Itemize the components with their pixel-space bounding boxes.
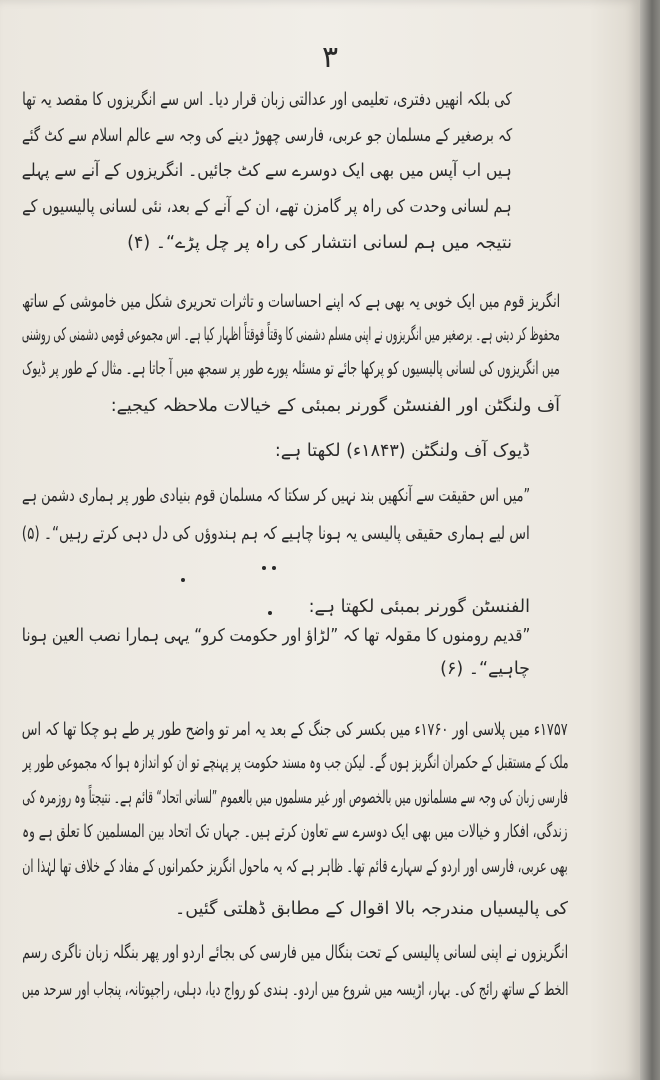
line: اس لیے ہماری حقیقی پالیسی یہ ہونا چاہیے کہ ہم ہندوؤں کی دل دہی کرتے رہیں“۔ (۵) bbox=[22, 524, 531, 544]
line: میں انگریزوں کی لسانی پالیسیوں کو پرکھا جائے تو مسئلہ پورے طور پر سمجھ میں آ جاتا ہے۔ مثال کے طور پر ڈیوک bbox=[22, 359, 560, 379]
line: انگریزوں نے اپنی لسانی پالیسی کے تحت بنگال میں فارسی کی بجائے اردو اور پھر بنگلہ زبان ناگری رسم bbox=[21, 943, 568, 963]
line: ڈیوک آف ولنگٹن (۱۸۴۳ء) لکھتا ہے: bbox=[274, 441, 530, 461]
line: ۱۷۵۷ء میں پلاسی اور ۱۷۶۰ء میں بکسر کی جنگ کے بعد یہ امر تو واضح طور پر طے ہو چکا تھا کہ اس bbox=[22, 720, 568, 740]
line: زندگی، افکار و خیالات میں بھی ایک دوسرے سے تعاون کرتے ہیں۔ جہاں تک اتحاد بین المسلمین کا تعلق ہے وہ bbox=[22, 822, 568, 842]
line: کی پالیسیاں مندرجہ بالا اقوال کے مطابق ڈھلتی گئیں۔ bbox=[175, 899, 568, 919]
line: الفنسٹن گورنر بمبئی لکھتا ہے: bbox=[308, 597, 530, 617]
line: ”میں اس حقیقت سے آنکھیں بند نہیں کر سکتا کہ مسلمان قوم بنیادی طور پر ہماری دشمن ہے bbox=[21, 486, 530, 506]
line: انگریز قوم میں ایک خوبی یہ بھی ہے کہ اپنے احساسات و تاثرات تحریری شکل میں خاموشی کے ساتھ bbox=[21, 292, 560, 312]
line: آف ولنگٹن اور الفنسٹن گورنر بمبئی کے خیالات ملاحظہ کیجیے: bbox=[110, 396, 560, 416]
line: الخط کے ساتھ رائج کی۔ بہار، اڑیسہ میں شروع میں اردو۔ ہندی کو رواج دیا، دہلی، راجپوتانہ، پنجاب اور سرحد میں bbox=[21, 980, 568, 1000]
dot-mark bbox=[272, 566, 276, 570]
line: چاہیے“۔ (۶) bbox=[440, 659, 530, 679]
line: کہ برصغیر کے مسلمان جو عربی، فارسی چھوڑ دینے کی وجہ سے عالم اسلام سے کٹ گئے bbox=[21, 126, 512, 146]
line: بھی عربی، فارسی اور اردو کے سہارے قائم تھا۔ ظاہر ہے کہ یہ ماحول انگریز حکمرانوں کے مفاد کے خلاف تھا لہٰذا ان bbox=[22, 857, 568, 877]
line: ”قدیم رومنوں کا مقولہ تھا کہ ”لڑاؤ اور حکومت کرو“ یہی ہمارا نصب العین ہونا bbox=[21, 626, 530, 646]
dot-mark bbox=[268, 611, 272, 615]
dot-mark bbox=[181, 578, 185, 582]
page-edge bbox=[640, 0, 660, 1080]
line: ملک کے مستقبل کے حکمران انگریز ہوں گے۔ لیکن جب وہ مسند حکومت پر پہنچے تو ان کو اندازہ ہوا کہ مجموعی طور پر bbox=[22, 753, 568, 773]
page-number: ۳ bbox=[321, 40, 339, 75]
line: ہم لسانی وحدت کی راہ پر گامزن تھے، ان کے آنے کے بعد، نئی لسانی پالیسیوں کے bbox=[22, 197, 512, 217]
line: کی بلکہ انھیں دفتری، تعلیمی اور عدالتی زبان قرار دیا۔ اس سے انگریزوں کا مقصد یہ تھا bbox=[22, 90, 512, 110]
line: محفوظ کر دیتی ہے۔ برصغیر میں انگریزوں نے اپنی مسلم دشمنی کا وقتاً فوقتاً اظہار کیا ہے۔ اس مجموعی قومی دشمنی کی روشنی bbox=[22, 325, 560, 345]
line: نتیجہ میں ہم لسانی انتشار کی راہ پر چل پڑے“۔ (۴) bbox=[127, 233, 512, 253]
line: فارسی زبان کی وجہ سے مسلمانوں میں بالخصوص اور غیر مسلموں میں بالعموم ”لسانی اتحاد“ قائم ہے۔ نتیجتاً وہ روزمرہ کی bbox=[22, 788, 568, 808]
dot-mark bbox=[262, 566, 266, 570]
line: ہیں اب آپس میں بھی ایک دوسرے سے کٹ جائیں۔ انگریزوں کے آنے سے پہلے bbox=[22, 161, 512, 181]
